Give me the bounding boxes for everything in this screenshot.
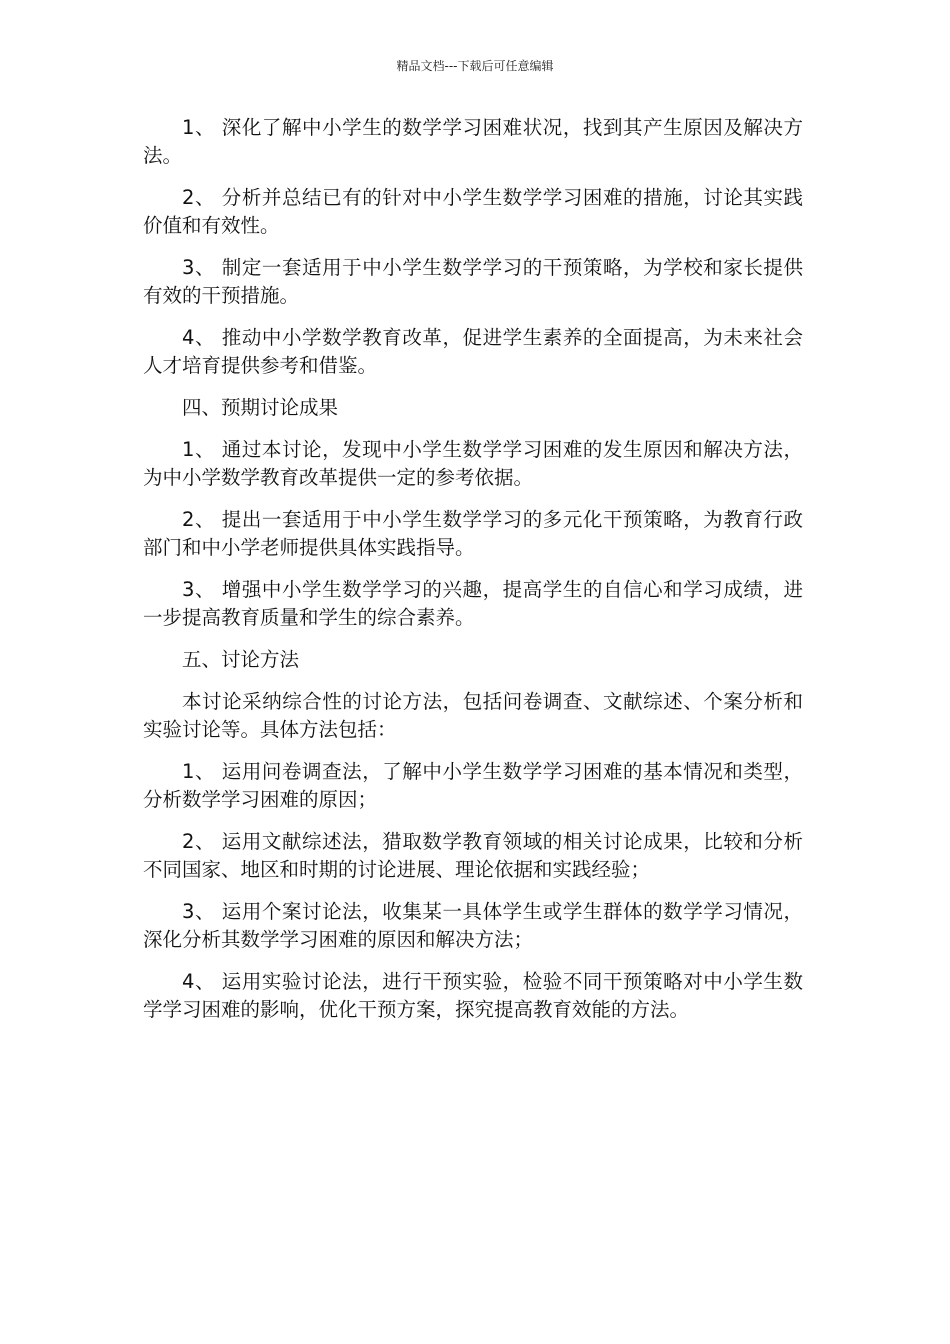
paragraph-methods-intro: 本讨论采纳综合性的讨论方法，包括问卷调查、文献综述、个案分析和实验讨论等。具体方法包括：: [143, 690, 803, 741]
paragraph-method-1: 1、 运用问卷调查法，了解中小学生数学学习困难的基本情况和类型，分析数学学习困难的原因；: [143, 760, 803, 811]
paragraph-method-4: 4、 运用实验讨论法，进行干预实验，检验不同干预策略对中小学生数学学习困难的影响，优化干预方案，探究提高教育效能的方法。: [143, 970, 803, 1021]
paragraph-result-2: 2、 提出一套适用于中小学生数学学习的多元化干预策略，为教育行政部门和中小学老师提供具体实践指导。: [143, 508, 803, 559]
paragraph-objective-1: 1、 深化了解中小学生的数学学习困难状况，找到其产生原因及解决方法。: [143, 116, 803, 167]
paragraph-objective-2: 2、 分析并总结已有的针对中小学生数学学习困难的措施，讨论其实践价值和有效性。: [143, 186, 803, 237]
section-heading-methods: 五、讨论方法: [182, 648, 300, 671]
paragraph-method-3: 3、 运用个案讨论法，收集某一具体学生或学生群体的数学学习情况，深化分析其数学学习困难的原因和解决方法；: [143, 900, 803, 951]
paragraph-result-3: 3、 增强中小学生数学学习的兴趣，提高学生的自信心和学习成绩，进一步提高教育质量和学生的综合素养。: [143, 578, 803, 629]
paragraph-result-1: 1、 通过本讨论，发现中小学生数学学习困难的发生原因和解决方法，为中小学数学教育改革提供一定的参考依据。: [143, 438, 803, 489]
section-heading-expected-results: 四、预期讨论成果: [182, 396, 339, 419]
paragraph-objective-4: 4、 推动中小学数学教育改革，促进学生素养的全面提高，为未来社会人才培育提供参考和借鉴。: [143, 326, 803, 377]
paragraph-objective-3: 3、 制定一套适用于中小学生数学学习的干预策略，为学校和家长提供有效的干预措施。: [143, 256, 803, 307]
paragraph-method-2: 2、 运用文献综述法，猎取数学教育领域的相关讨论成果，比较和分析不同国家、地区和时期的讨论进展、理论依据和实践经验；: [143, 830, 803, 881]
header-note: 精品文档---下载后可任意编辑: [396, 59, 554, 73]
document-body: [143, 114, 803, 1038]
